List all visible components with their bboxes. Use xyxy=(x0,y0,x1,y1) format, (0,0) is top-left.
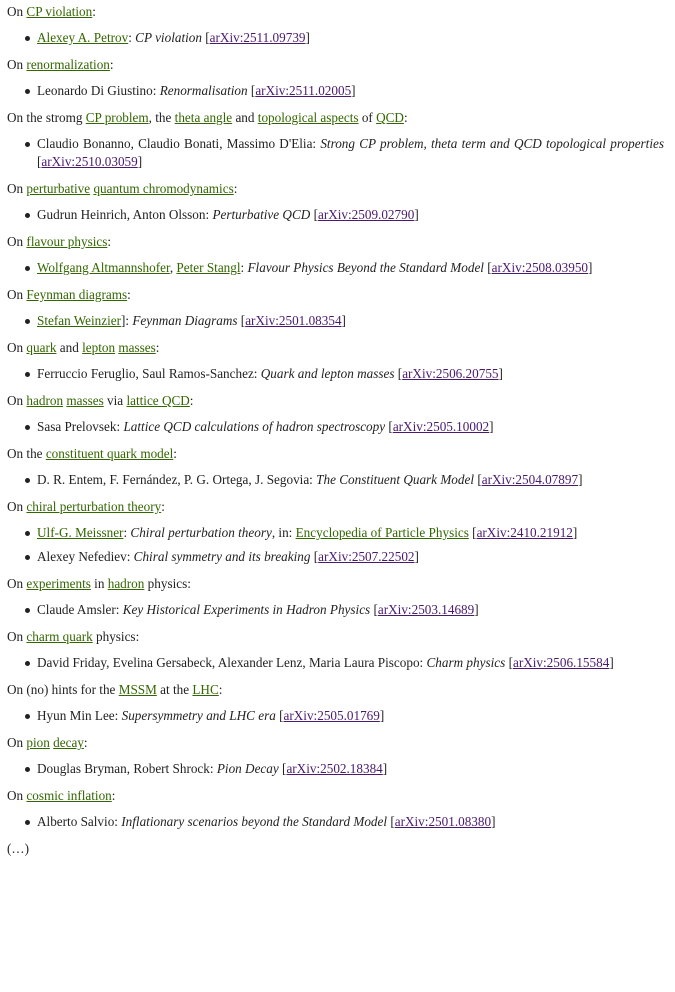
topic-heading xyxy=(7,392,664,410)
text-run: ] xyxy=(305,30,310,45)
text-run: : xyxy=(109,57,114,72)
text-run: ] xyxy=(572,525,578,540)
paper-title: Charm physics xyxy=(426,655,506,670)
text-run: On the stromg xyxy=(7,110,86,125)
paper-title: Key Historical Experiments in Hadron Physics xyxy=(122,602,371,617)
reference-item xyxy=(7,259,664,277)
topic-link-ulf-g-meissner[interactable]: Ulf-G. Meissner xyxy=(37,525,124,540)
paper-title: Inflationary scenarios beyond the Standard Model xyxy=(121,814,388,829)
paper-title: Perturbative QCD xyxy=(212,207,311,222)
text-run: ] xyxy=(588,260,593,275)
text-run: physics: xyxy=(92,629,140,644)
text-run: in xyxy=(90,576,108,591)
reference-item xyxy=(7,601,664,619)
text-run: Sasa Prelovsek: xyxy=(37,419,124,434)
text-run: On the xyxy=(7,446,46,461)
text-run: and xyxy=(232,110,258,125)
topic-link-masses[interactable]: masses xyxy=(66,393,104,408)
text-run: [ xyxy=(201,30,210,45)
text-run: : xyxy=(111,788,116,803)
paper-title: Feynman Diagrams xyxy=(132,313,238,328)
topic-link-renormalization[interactable]: renormalization xyxy=(26,57,110,72)
arxiv-link-arxiv-2501-08354[interactable]: arXiv:2501.08354 xyxy=(245,313,342,328)
topic-link-cp-problem[interactable]: CP problem xyxy=(85,110,149,125)
arxiv-link-arxiv-2505-10002[interactable]: arXiv:2505.10002 xyxy=(392,419,490,434)
topic-link-lepton[interactable]: lepton xyxy=(82,340,116,355)
reference-list xyxy=(7,206,664,224)
topic-link-experiments[interactable]: experiments xyxy=(26,576,91,591)
reference-list xyxy=(7,312,664,330)
topic-link-perturbative[interactable]: perturbative xyxy=(26,181,91,196)
topic-heading xyxy=(7,734,664,752)
text-run: ] xyxy=(474,602,479,617)
reference-list xyxy=(7,601,664,619)
reference-item xyxy=(7,135,664,171)
topic-section xyxy=(7,109,664,171)
paper-title: Quark and lepton masses xyxy=(260,366,395,381)
topic-section xyxy=(7,180,664,224)
text-run: : xyxy=(123,525,131,540)
text-run: [ xyxy=(310,549,319,564)
arxiv-link-arxiv-2510-03059[interactable]: arXiv:2510.03059 xyxy=(41,154,138,169)
text-run: Claudio Bonanno, Claudio Bonati, Massimo D'Elia: xyxy=(37,136,321,151)
topic-section xyxy=(7,339,664,383)
reference-list xyxy=(7,135,664,171)
text-run: On xyxy=(7,393,27,408)
topic-link-decay[interactable]: decay xyxy=(53,735,84,750)
reference-list xyxy=(7,471,664,489)
text-run: On xyxy=(7,57,27,72)
text-run: Leonardo Di Giustino: xyxy=(37,83,160,98)
text-run: ] xyxy=(351,83,356,98)
topic-link-feynman-diagrams[interactable]: Feynman diagrams xyxy=(26,287,128,302)
text-run: : xyxy=(83,735,88,750)
topic-link-masses[interactable]: masses xyxy=(118,340,156,355)
topic-heading xyxy=(7,339,664,357)
text-run: : xyxy=(161,499,165,514)
reference-item xyxy=(7,418,664,436)
text-run: ] xyxy=(341,313,346,328)
text-run: : xyxy=(218,682,223,697)
text-run: ] xyxy=(137,154,143,169)
text-run: On xyxy=(7,629,27,644)
text-run: : xyxy=(107,234,112,249)
topic-link-stefan-weinzier[interactable]: Stefan Weinzier xyxy=(37,313,122,328)
text-run: , the xyxy=(148,110,175,125)
reference-list xyxy=(7,365,664,383)
reference-item xyxy=(7,813,664,831)
topic-link-qcd[interactable]: QCD xyxy=(376,110,404,125)
topic-link-mssm[interactable]: MSSM xyxy=(118,682,157,697)
paper-title: Chiral perturbation theory xyxy=(130,525,272,540)
topic-section xyxy=(7,498,664,566)
reference-item xyxy=(7,312,664,330)
text-run: : xyxy=(128,30,136,45)
topic-link-lhc[interactable]: LHC xyxy=(192,682,219,697)
topic-section xyxy=(7,575,664,619)
text-run: ] xyxy=(379,708,385,723)
reference-list xyxy=(7,760,664,778)
text-run: , in: xyxy=(271,525,296,540)
text-run: at the xyxy=(156,682,193,697)
topic-link-theta-angle[interactable]: theta angle xyxy=(174,110,233,125)
text-run: [ xyxy=(387,814,395,829)
topic-link-hadron[interactable]: hadron xyxy=(107,576,145,591)
reference-list xyxy=(7,259,664,277)
paper-title: Flavour Physics Beyond the Standard Model xyxy=(247,260,484,275)
paper-title: Renormalisation xyxy=(159,83,248,98)
text-run: [ xyxy=(247,83,256,98)
topic-section xyxy=(7,681,664,725)
text-run: , xyxy=(169,260,177,275)
text-run: [ xyxy=(310,207,318,222)
text-run: ] xyxy=(414,207,419,222)
topic-heading xyxy=(7,56,664,74)
topic-link-constituent-quark-model[interactable]: constituent quark model xyxy=(45,446,174,461)
topic-heading xyxy=(7,233,664,251)
text-run: Claude Amsler: xyxy=(37,602,123,617)
arxiv-link-arxiv-2505-01769[interactable]: arXiv:2505.01769 xyxy=(283,708,380,723)
reference-list xyxy=(7,654,664,672)
topic-heading xyxy=(7,628,664,646)
text-run: : xyxy=(127,287,131,302)
reference-list xyxy=(7,707,664,725)
topic-link-pion[interactable]: pion xyxy=(26,735,50,750)
paper-title: Supersymmetry and LHC era xyxy=(121,708,276,723)
topic-heading xyxy=(7,3,664,21)
text-run: : xyxy=(92,4,96,19)
reference-item xyxy=(7,654,664,672)
text-run: ] xyxy=(609,655,614,670)
topic-link-quark[interactable]: quark xyxy=(26,340,57,355)
topic-link-cp-violation[interactable]: CP violation xyxy=(26,4,93,19)
text-run: [ xyxy=(385,419,393,434)
paper-title: Lattice QCD calculations of hadron spectroscopy xyxy=(123,419,386,434)
text-run: David Friday, Evelina Gersabeck, Alexander Lenz, Maria Laura Piscopo: xyxy=(37,655,427,670)
topic-link-wolfgang-altmannshofer[interactable]: Wolfgang Altmannshofer xyxy=(37,260,170,275)
text-run: On xyxy=(7,576,27,591)
text-run: On (no) hints for the xyxy=(7,682,119,697)
continuation-ellipsis: (…) xyxy=(7,841,29,856)
topic-heading xyxy=(7,575,664,593)
topic-section xyxy=(7,233,664,277)
paper-title: CP violation xyxy=(135,30,202,45)
reference-item xyxy=(7,82,664,100)
topic-section xyxy=(7,3,664,47)
topic-link-alexey-a-petrov[interactable]: Alexey A. Petrov xyxy=(37,30,129,45)
arxiv-link-arxiv-2511-09739[interactable]: arXiv:2511.09739 xyxy=(209,30,306,45)
text-run: Alberto Salvio: xyxy=(37,814,122,829)
text-run: ] xyxy=(491,814,496,829)
text-run: On xyxy=(7,735,27,750)
reference-list xyxy=(7,82,664,100)
text-run: Alexey Nefediev: xyxy=(37,549,134,564)
reference-item xyxy=(7,760,664,778)
reference-item xyxy=(7,206,664,224)
text-run: ]: xyxy=(121,313,133,328)
text-run: : xyxy=(155,340,160,355)
reference-item xyxy=(7,707,664,725)
arxiv-link-arxiv-2508-03950[interactable]: arXiv:2508.03950 xyxy=(491,260,589,275)
paper-title: Pion Decay xyxy=(216,761,279,776)
text-run: via xyxy=(103,393,127,408)
arxiv-link-arxiv-2509-02790[interactable]: arXiv:2509.02790 xyxy=(317,207,415,222)
text-run: On xyxy=(7,4,27,19)
text-run: [ xyxy=(483,260,492,275)
topic-section xyxy=(7,734,664,778)
reference-list xyxy=(7,524,664,566)
text-run: ] xyxy=(498,366,503,381)
arxiv-link-arxiv-2507-22502[interactable]: arXiv:2507.22502 xyxy=(318,549,415,564)
arxiv-link-arxiv-2501-08380[interactable]: arXiv:2501.08380 xyxy=(394,814,492,829)
topic-link-quantum-chromodynamics[interactable]: quantum chromodynamics xyxy=(93,181,234,196)
text-run: : xyxy=(173,446,177,461)
topic-link-encyclopedia-of-particle-physics[interactable]: Encyclopedia of Particle Physics xyxy=(295,525,469,540)
text-run: : xyxy=(189,393,194,408)
text-run: physics: xyxy=(144,576,191,591)
topic-heading xyxy=(7,445,664,463)
text-run: of xyxy=(358,110,377,125)
text-run: ] xyxy=(578,472,583,487)
paper-title: The Constituent Quark Model xyxy=(316,472,475,487)
topic-heading xyxy=(7,286,664,304)
text-run: Hyun Min Lee: xyxy=(37,708,122,723)
text-run: [ xyxy=(37,154,42,169)
topic-heading xyxy=(7,787,664,805)
arxiv-link-arxiv-2502-18384[interactable]: arXiv:2502.18384 xyxy=(286,761,383,776)
topic-heading xyxy=(7,109,664,127)
text-run: ] xyxy=(489,419,494,434)
text-run: On xyxy=(7,181,27,196)
text-run: On xyxy=(7,788,27,803)
topic-link-lattice-qcd[interactable]: lattice QCD xyxy=(126,393,190,408)
topic-heading xyxy=(7,180,664,198)
reference-item xyxy=(7,471,664,489)
arxiv-link-arxiv-2511-02005[interactable]: arXiv:2511.02005 xyxy=(255,83,352,98)
reference-item xyxy=(7,29,664,47)
topic-section xyxy=(7,445,664,489)
text-run: : xyxy=(403,110,408,125)
topic-link-charm-quark[interactable]: charm quark xyxy=(26,629,93,644)
text-run: [ xyxy=(474,472,482,487)
text-run: and xyxy=(56,340,83,355)
reference-item xyxy=(7,524,664,542)
text-run: D. R. Entem, F. Fernández, P. G. Ortega, J. Segovia: xyxy=(37,472,317,487)
topic-link-chiral-perturbation-theory[interactable]: chiral perturbation theory xyxy=(26,499,162,514)
text-run: On xyxy=(7,340,27,355)
text-run: On xyxy=(7,234,27,249)
text-run: ] xyxy=(414,549,419,564)
topic-link-cosmic-inflation[interactable]: cosmic inflation xyxy=(26,788,112,803)
reference-item xyxy=(7,548,664,566)
text-run: ] xyxy=(382,761,388,776)
text-run: Ferruccio Feruglio, Saul Ramos-Sanchez: xyxy=(37,366,261,381)
paper-title: Chiral symmetry and its breaking xyxy=(133,549,311,564)
topic-section xyxy=(7,628,664,672)
text-run: : xyxy=(240,260,248,275)
reference-list xyxy=(7,813,664,831)
topic-link-peter-stangl[interactable]: Peter Stangl xyxy=(176,260,241,275)
text-run: Gudrun Heinrich, Anton Olsson: xyxy=(37,207,213,222)
text-run: [ xyxy=(505,655,513,670)
text-run: : xyxy=(233,181,238,196)
topic-section xyxy=(7,286,664,330)
arxiv-link-arxiv-2506-15584[interactable]: arXiv:2506.15584 xyxy=(512,655,610,670)
topic-link-flavour-physics[interactable]: flavour physics xyxy=(26,234,108,249)
reference-list xyxy=(7,29,664,47)
text-run: [ xyxy=(237,313,246,328)
arxiv-link-arxiv-2504-07897[interactable]: arXiv:2504.07897 xyxy=(481,472,579,487)
topic-heading xyxy=(7,498,664,516)
text-run: [ xyxy=(370,602,378,617)
text-run: [ xyxy=(278,761,287,776)
reference-list xyxy=(7,418,664,436)
topic-heading xyxy=(7,681,664,699)
text-run: Douglas Bryman, Robert Shrock: xyxy=(37,761,217,776)
text-run: [ xyxy=(275,708,284,723)
topic-section xyxy=(7,787,664,831)
reference-item xyxy=(7,365,664,383)
text-run: On xyxy=(7,287,27,302)
arxiv-link-arxiv-2506-20755[interactable]: arXiv:2506.20755 xyxy=(402,366,499,381)
topic-link-hadron[interactable]: hadron xyxy=(26,393,64,408)
topic-link-topological-aspects[interactable]: topological aspects xyxy=(257,110,359,125)
text-run: [ xyxy=(468,525,477,540)
text-run: On xyxy=(7,499,27,514)
arxiv-link-arxiv-2503-14689[interactable]: arXiv:2503.14689 xyxy=(377,602,475,617)
topic-section xyxy=(7,392,664,436)
text-run: [ xyxy=(394,366,403,381)
topic-section xyxy=(7,56,664,100)
arxiv-link-arxiv-2410-21912[interactable]: arXiv:2410.21912 xyxy=(476,525,573,540)
paper-title: Strong CP problem, theta term and QCD topological properties xyxy=(320,136,664,151)
